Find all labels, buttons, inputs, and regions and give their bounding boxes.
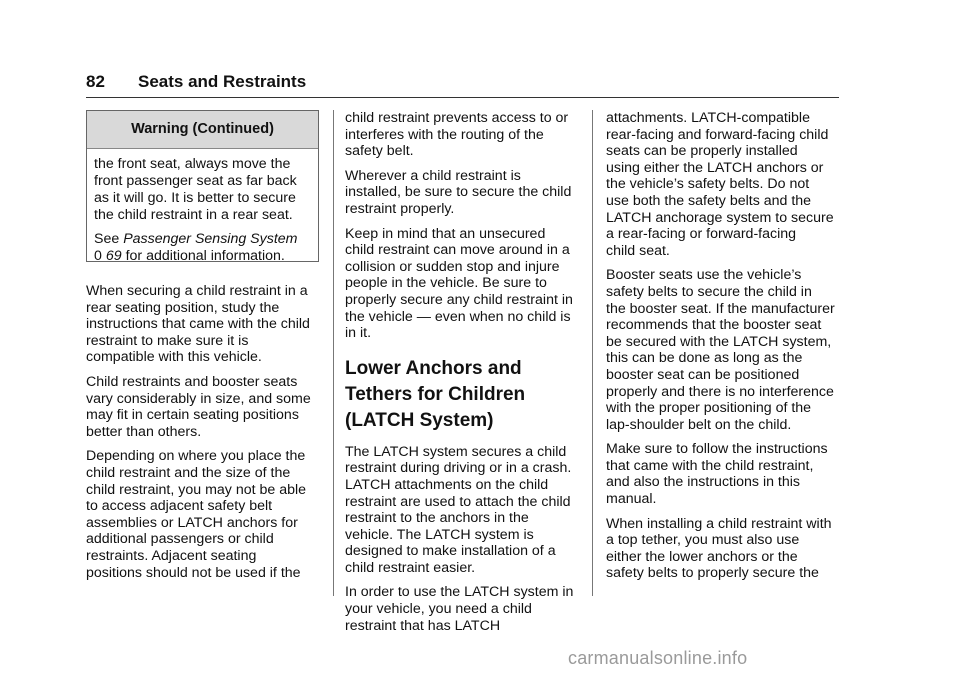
warning-see-reference <box>94 231 310 265</box>
paragraph: Depending on where you place the child restraint and the size of the child restraint, you may not be able to access adjacent safety belt assemblies or LATCH anchors for additional passengers or child restraints. Adjacent seating positions should not be used if the <box>86 448 307 581</box>
column-divider <box>592 110 593 596</box>
column-1 <box>86 283 322 589</box>
warning-box <box>86 110 319 262</box>
page-ref-number[interactable]: 69 <box>105 248 122 264</box>
see-link-passenger-sensing[interactable]: Passenger Sensing System <box>123 231 298 247</box>
warning-paragraph: the front seat, always move the front passenger seat as far back as it will go. It is better to secure the child restraint in a rear seat. <box>94 156 297 223</box>
section-title: Seats and Restraints <box>138 72 307 91</box>
paragraph: Child restraints and booster seats vary considerably in size, and some may fit in certain seating positions better than others. <box>86 373 311 440</box>
latch-section-heading: Lower Anchors and Tethers for Children (LATCH System) <box>345 357 526 431</box>
column-2 <box>345 110 581 642</box>
paragraph: When installing a child restraint with a top tether, you must also use either the lower anchors or the safety belts to properly secure the <box>606 515 832 582</box>
see-prefix: See <box>94 231 124 247</box>
paragraph: When securing a child restraint in a rear seating position, study the instructions that came with the child restraint to make sure it is compatible with this vehicle. <box>86 283 310 366</box>
paragraph: The LATCH system secures a child restraint during driving or in a crash. LATCH attachments on the child restraint are used to attach the child restraint to the anchors in the vehicle. The LATCH system is designed to make installation of a child restraint easier. <box>345 443 572 576</box>
page-header <box>86 70 839 100</box>
page-ref-icon: 0 <box>94 248 102 264</box>
page-number: 82 <box>86 72 105 91</box>
paragraph: Booster seats use the vehicle’s safety belts to secure the child in the booster seat. If the manufacturer recommends that the booster seat be secured with the LATCH system, this can be done as long as the booster seat can be positioned properly and there is no interference with the proper positioning of the lap-shoulder belt on the child. <box>606 267 835 433</box>
paragraph: attachments. LATCH-compatible rear-facing and forward-facing child seats can be properly installed using either the LATCH anchors or the vehicle’s safety belts. Do not use both the safety belts and the LATCH anchorage system to secure a rear-facing or forward-facing child seat. <box>606 110 834 259</box>
header-divider <box>86 97 839 98</box>
watermark: carmanualsonline.info <box>568 648 748 668</box>
see-suffix: for additional information. <box>121 248 285 264</box>
paragraph: Wherever a child restraint is installed, be sure to secure the child restraint properly. <box>345 167 572 217</box>
paragraph: Keep in mind that an unsecured child restraint can move around in a collision or sudden stop and injure people in the vehicle. Be sure to properly secure any child restraint in the vehicle — even when no child is in it. <box>345 225 573 342</box>
column-3 <box>606 110 842 590</box>
warning-title: Warning (Continued) <box>87 111 318 149</box>
paragraph: child restraint prevents access to or interferes with the routing of the safety belt. <box>345 110 569 160</box>
warning-body <box>87 149 318 265</box>
paragraph: Make sure to follow the instructions that came with the child restraint, and also the instructions in this manual. <box>606 441 828 508</box>
column-divider <box>333 110 334 596</box>
paragraph: In order to use the LATCH system in your vehicle, you need a child restraint that has LATCH <box>345 584 574 634</box>
